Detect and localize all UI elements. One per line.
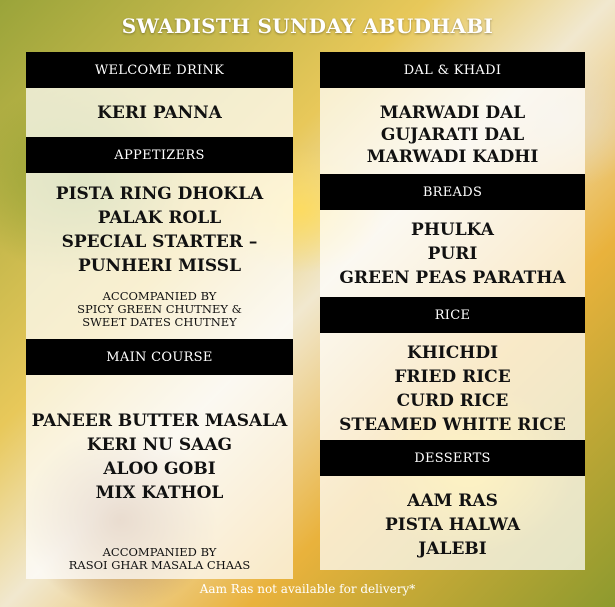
list-item: MARWADI KADHI — [366, 147, 539, 167]
list-item: SPECIAL STARTER – — [61, 232, 258, 252]
main-course-list — [26, 409, 293, 505]
dal-khadi-header: DAL & KHADI — [320, 52, 585, 88]
appetizers-list — [26, 182, 293, 278]
list-item: PHULKA — [411, 220, 494, 240]
appetizers-header: APPETIZERS — [26, 137, 293, 173]
list-item: PANEER BUTTER MASALA — [31, 411, 288, 431]
appetizers-note — [26, 290, 293, 329]
rice-list — [320, 341, 585, 437]
breads-list — [320, 218, 585, 290]
list-item: GREEN PEAS PARATHA — [339, 268, 566, 288]
list-item: STEAMED WHITE RICE — [339, 415, 566, 435]
list-item: KHICHDI — [406, 343, 499, 363]
main-course-header: MAIN COURSE — [26, 339, 293, 375]
welcome-drink-header: WELCOME DRINK — [26, 52, 293, 88]
list-item: MARWADI DAL — [379, 103, 526, 123]
list-item: FRIED RICE — [394, 367, 511, 387]
list-item: GUJARATI DAL — [380, 125, 525, 145]
delivery-footnote: Aam Ras not available for delivery* — [199, 582, 416, 596]
welcome-drink-list — [26, 101, 293, 125]
breads-header: BREADS — [320, 174, 585, 210]
list-item: PISTA RING DHOKLA — [55, 184, 264, 204]
desserts-header: DESSERTS — [320, 440, 585, 476]
note-line: SWEET DATES CHUTNEY — [82, 315, 237, 329]
list-item: PISTA HALWA — [384, 515, 521, 535]
note-line: ACCOMPANIED BY — [102, 545, 217, 559]
main-course-note — [26, 546, 293, 572]
list-item: MIX KATHOL — [95, 483, 224, 503]
dal-khadi-list — [320, 102, 585, 168]
note-line: ACCOMPANIED BY — [102, 289, 217, 303]
page-title: SWADISTH SUNDAY ABUDHABI — [121, 14, 494, 38]
list-item: PURI — [427, 244, 478, 264]
note-line: SPICY GREEN CHUTNEY & — [77, 302, 242, 316]
rice-header: RICE — [320, 297, 585, 333]
desserts-list — [320, 489, 585, 561]
note-line: RASOI GHAR MASALA CHAAS — [68, 558, 251, 572]
list-item: AAM RAS — [407, 491, 498, 511]
list-item: KERI PANNA — [97, 103, 222, 123]
list-item: CURD RICE — [396, 391, 509, 411]
list-item: ALOO GOBI — [103, 459, 216, 479]
list-item: KERI NU SAAG — [86, 435, 233, 455]
list-item: PALAK ROLL — [97, 208, 222, 228]
list-item: JALEBI — [418, 539, 487, 559]
list-item: PUNHERI MISSL — [77, 256, 242, 276]
